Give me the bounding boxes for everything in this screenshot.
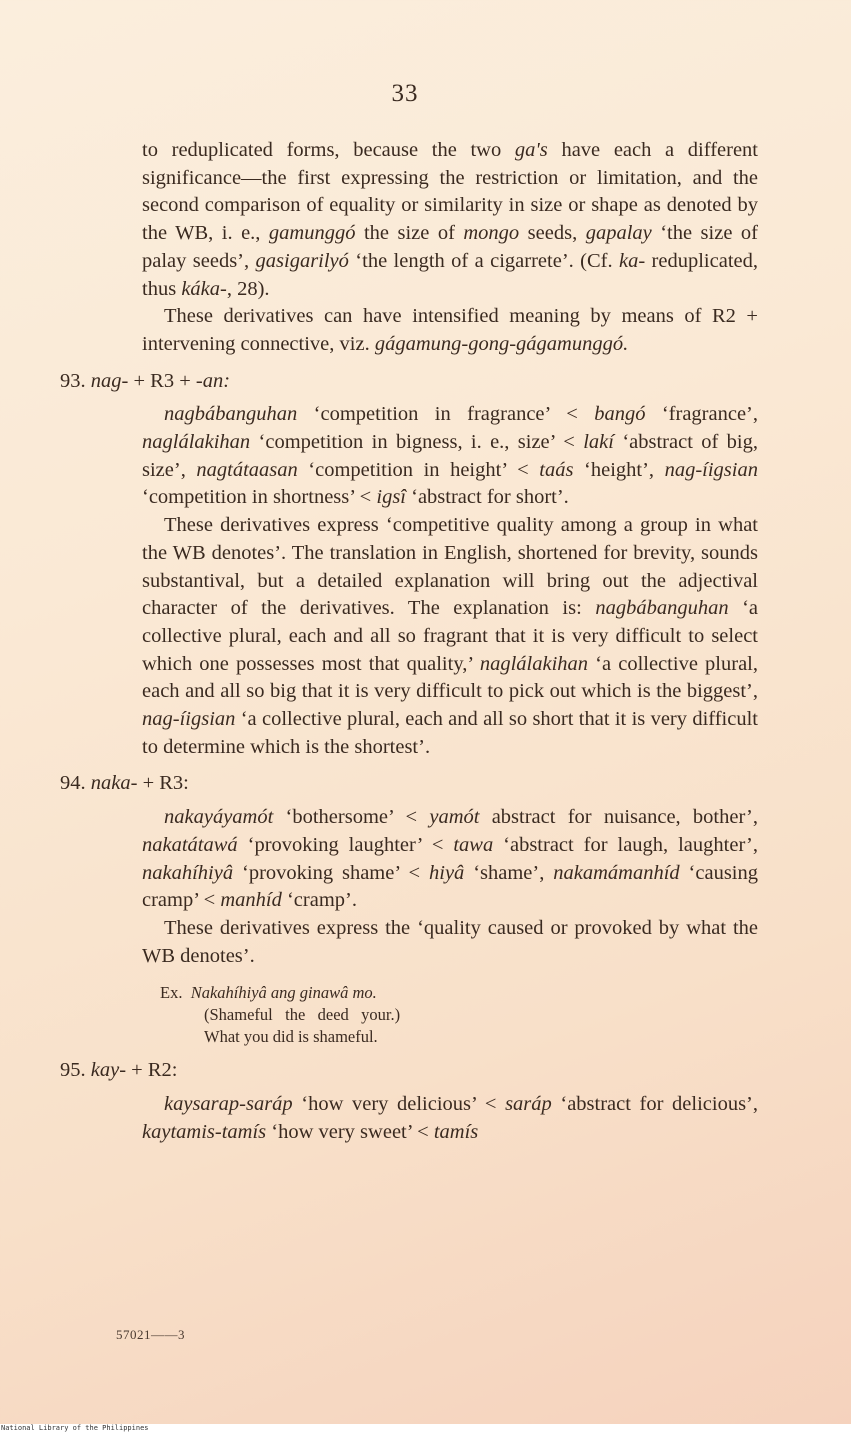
text-run: ‘causing cramp’ <: [142, 861, 758, 912]
text-run: ‘abstract for short’.: [406, 486, 569, 509]
library-credit: National Library of the Philippines: [0, 1424, 851, 1433]
text-run: to reduplicated forms, because the two: [142, 139, 515, 161]
italic-term: nakatátawá: [142, 833, 238, 856]
text-run: ‘a collective plural, each and all so short that it is very difficult to determine which is the shortest’.: [142, 708, 758, 758]
text-run: 94.: [60, 772, 91, 795]
text-run: These derivatives express the ‘quality caused or provoked by what the WB denotes’.: [142, 916, 758, 967]
paragraph: [142, 804, 758, 915]
text-run: ‘how very delicious’ <: [292, 1093, 506, 1116]
italic-term: nag-íigsian: [142, 708, 236, 731]
text-run: 93.: [60, 369, 91, 392]
text-run: seeds,: [519, 222, 586, 245]
example-label: Ex.: [160, 983, 183, 1003]
italic-term: hiyâ: [429, 861, 465, 884]
paragraph: [142, 137, 758, 303]
text-run: These derivatives express ‘competitive quality among a group in what the WB denotes’. The translation in English, shortened for brevity, sounds substantival, but a detailed explanation will bring out the adjectival character of the derivatives. The explanation is:: [142, 514, 758, 620]
italic-term: tawa: [453, 833, 494, 856]
italic-term: ga's: [514, 139, 548, 161]
italic-term: kaytamis-tamís: [142, 1120, 267, 1143]
example-block: [160, 982, 758, 1048]
italic-term: nagbábanguhan: [164, 403, 298, 426]
page-number: 33: [391, 80, 419, 107]
text-run: ‘abstract for delicious’,: [551, 1093, 759, 1116]
text-run: ‘the length of a cigarrete’. (Cf.: [348, 249, 619, 272]
italic-term: nagbábanguhan: [595, 597, 729, 620]
section-heading-93: [60, 368, 758, 396]
example-line-1: [160, 982, 758, 1004]
text-run: + R3 +: [128, 369, 196, 392]
italic-term: gamunggó: [268, 222, 356, 245]
text-run: ‘competition in bigness, i. e., size’ <: [250, 431, 584, 454]
text-run: ‘fragrance’,: [645, 403, 758, 426]
text-run: ‘competition in fragrance’ <: [297, 403, 595, 426]
text-run: ‘abstract of big, size’,: [142, 431, 759, 481]
italic-term: manhíd: [220, 889, 282, 912]
italic-term: kaysarap-saráp: [164, 1093, 293, 1116]
italic-term: nag-: [90, 369, 129, 392]
italic-term: nag-íigsian: [664, 458, 758, 481]
italic-term: gasigarilyó: [255, 249, 349, 272]
text-run: ‘cramp’.: [281, 889, 357, 912]
italic-term: naka-: [90, 772, 138, 795]
text-run: + R3:: [137, 772, 189, 795]
italic-term: bangó: [594, 403, 646, 426]
italic-term: igsî: [376, 486, 406, 509]
text-run: reduplicated, thus: [142, 249, 758, 300]
section-heading-94: [60, 770, 758, 798]
paragraph: [142, 1091, 758, 1146]
page-body: [60, 137, 759, 1147]
example-sentence: Nakahíhiyâ ang ginawâ mo.: [190, 983, 377, 1003]
italic-term: nakayáyamót: [164, 806, 274, 829]
text-run: ‘how very sweet’ <: [266, 1120, 434, 1143]
text-run: , 28).: [226, 277, 270, 300]
text-run: ‘competition in shortness’ <: [142, 486, 377, 509]
text-run: ‘provoking shame’ <: [233, 861, 430, 884]
text-run: ‘abstract for laugh, laughter’,: [493, 833, 758, 856]
text-run: ‘competition in height’ <: [297, 458, 540, 481]
text-run: ‘provoking laughter’ <: [237, 833, 454, 856]
example-gloss: (Shameful the deed your.): [204, 1005, 401, 1025]
italic-term: gágamung-gong-gágamunggó.: [374, 332, 629, 355]
italic-term: lakí: [583, 431, 614, 454]
printer-signature: 57021——3: [116, 1327, 185, 1342]
text-run: abstract for nuisance, bother’,: [479, 806, 758, 829]
italic-term: taás: [539, 458, 574, 481]
italic-term: mongo: [463, 222, 520, 245]
text-run: the size of: [355, 222, 464, 245]
paragraph: [142, 915, 758, 970]
italic-term: naglálakihan: [142, 431, 251, 454]
italic-term: naglálakihan: [479, 652, 589, 675]
text-run: + R2:: [126, 1059, 178, 1082]
text-run: ‘bothersome’ <: [273, 806, 430, 829]
italic-term: tamís: [433, 1120, 479, 1143]
text-run: have each a different significance—the first expressing the restriction or limitation, and the second comparison of equality or similarity in size or shape as denoted by the WB, i. e.,: [142, 139, 759, 245]
text-run: ‘the size of palay seeds’,: [142, 222, 758, 272]
text-run: ‘a collective plural, each and all so fragrant that it is very difficult to select which one possesses most that quality,’: [142, 597, 758, 675]
text-run: 95.: [60, 1059, 91, 1082]
paragraph: [142, 401, 758, 512]
italic-term: gapalay: [585, 222, 652, 245]
italic-term: nakamámanhíd: [553, 861, 680, 884]
italic-term: yamót: [429, 806, 480, 829]
italic-term: nagtátaasan: [196, 458, 298, 481]
italic-term: ka-: [618, 249, 646, 272]
paragraph: [142, 512, 758, 761]
italic-term: -an:: [195, 369, 231, 392]
text-run: These derivatives can have intensified meaning by means of R2 + intervening connective, viz.: [142, 305, 758, 355]
paragraph: [142, 303, 758, 358]
example-translation: What you did is shameful.: [204, 1027, 378, 1047]
italic-term: káka-: [181, 277, 227, 300]
italic-term: nakahíhiyâ: [142, 861, 234, 884]
text-run: ‘a collective plural, each and all so big that it is very difficult to pick out which is the biggest’,: [142, 652, 759, 703]
section-heading-95: [60, 1057, 758, 1085]
text-run: ‘shame’,: [464, 861, 554, 884]
italic-term: kay-: [90, 1059, 127, 1082]
text-run: ‘height’,: [573, 458, 665, 481]
italic-term: saráp: [505, 1093, 552, 1116]
